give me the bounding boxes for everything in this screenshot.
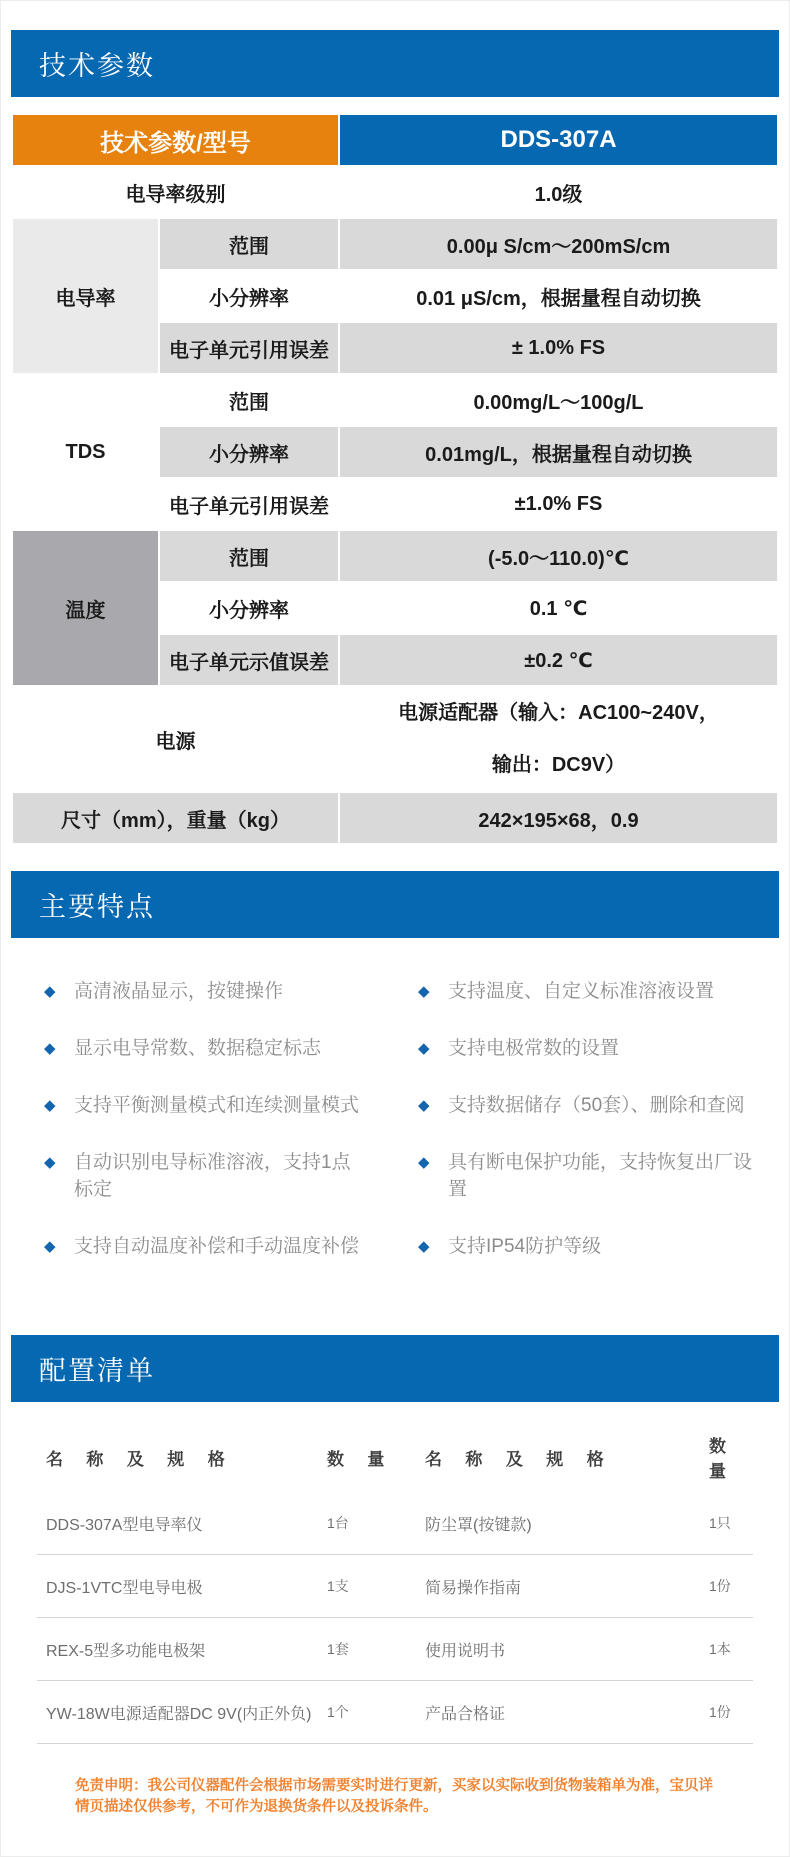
config-row xyxy=(37,1492,753,1555)
spec-row-level xyxy=(12,166,778,218)
feature-item xyxy=(44,1092,362,1119)
spec-value: (-5.0～110.0)℃ xyxy=(339,530,778,582)
spec-row-power xyxy=(12,686,778,792)
spec-header-param-cell: 技术参数/型号 xyxy=(12,114,339,166)
spec-value: 0.01 μS/cm，根据量程自动切换 xyxy=(339,270,778,322)
feature-text: 支持数据储存（50套）、删除和查阅 xyxy=(448,1095,745,1116)
config-item-name: DDS-307A型电导率仪 xyxy=(46,1516,203,1534)
spec-value-level: 1.0级 xyxy=(339,166,778,218)
config-item-name: 使用说明书 xyxy=(425,1642,506,1660)
section-bar-features xyxy=(11,871,779,938)
diamond-bullet-icon: ◆ xyxy=(418,1097,430,1114)
diamond-bullet-icon: ◆ xyxy=(418,1238,430,1255)
features-column-right xyxy=(418,978,758,1290)
spec-value: ± 1.0% FS xyxy=(339,322,778,374)
config-header-qty-right: 数 量 xyxy=(709,1437,736,1481)
config-table xyxy=(37,1422,753,1744)
config-item-name: 防尘罩(按键款) xyxy=(425,1516,532,1534)
feature-text: 显示电导常数、数据稳定标志 xyxy=(74,1038,322,1059)
feature-item xyxy=(418,1233,758,1260)
config-item-qty: 1份 xyxy=(709,1578,731,1594)
feature-text: 支持IP54防护等级 xyxy=(448,1236,602,1257)
feature-item xyxy=(44,1035,362,1062)
diamond-bullet-icon: ◆ xyxy=(44,1238,56,1255)
config-header-qty-left: 数 量 xyxy=(327,1449,394,1469)
features-section-title: 主要特点 xyxy=(39,892,155,922)
spec-value-power xyxy=(339,686,778,792)
spec-label: 小分辨率 xyxy=(159,270,339,322)
feature-item xyxy=(44,978,362,1005)
page-content xyxy=(11,30,779,1818)
config-item-name: REX-5型多功能电极架 xyxy=(46,1642,206,1660)
config-item-qty: 1只 xyxy=(709,1515,731,1531)
spec-group-temperature: 温度 xyxy=(12,530,159,686)
config-item-qty: 1支 xyxy=(327,1578,349,1594)
spec-group-tds: TDS xyxy=(12,374,159,530)
config-header-name-right: 名 称 及 规 格 xyxy=(425,1449,614,1469)
config-item-qty: 1套 xyxy=(327,1641,349,1657)
diamond-bullet-icon: ◆ xyxy=(44,983,56,1000)
spec-label: 电子单元引用误差 xyxy=(159,322,339,374)
config-header-row xyxy=(37,1422,753,1492)
features-section xyxy=(11,978,779,1290)
spec-label: 电子单元示值误差 xyxy=(159,634,339,686)
feature-text: 支持温度、自定义标准溶液设置 xyxy=(448,981,715,1002)
disclaimer-text: 免责申明：我公司仪器配件会根据市场需要实时进行更新，买家以实际收到货物装箱单为准，宝贝详情页描述仅供参考，不可作为退换货条件以及投诉条件。 xyxy=(75,1778,713,1815)
section-bar-config xyxy=(11,1335,779,1402)
spec-value: 0.00mg/L～100g/L xyxy=(339,374,778,426)
feature-item xyxy=(44,1149,362,1203)
spec-label: 小分辨率 xyxy=(159,582,339,634)
power-value-line1: 电源适配器（输入：AC100~240V， xyxy=(398,702,719,724)
config-item-qty: 1本 xyxy=(709,1641,731,1657)
features-column-left xyxy=(44,978,362,1290)
feature-item xyxy=(418,1092,758,1119)
diamond-bullet-icon: ◆ xyxy=(44,1154,56,1171)
spec-row xyxy=(12,218,778,270)
spec-header-row xyxy=(12,114,778,166)
config-row xyxy=(37,1681,753,1744)
spec-row-size xyxy=(12,792,778,844)
config-item-name: 简易操作指南 xyxy=(425,1579,522,1597)
spec-header-model-cell: DDS-307A xyxy=(339,114,778,166)
section-bar-specs xyxy=(11,30,779,97)
spec-value: 0.00μ S/cm～200mS/cm xyxy=(339,218,778,270)
feature-text: 具有断电保护功能，支持恢复出厂设置 xyxy=(448,1152,753,1200)
config-row xyxy=(37,1555,753,1618)
config-item-qty: 1份 xyxy=(709,1704,731,1720)
spec-value: ±0.2 ℃ xyxy=(339,634,778,686)
spec-label: 范围 xyxy=(159,530,339,582)
diamond-bullet-icon: ◆ xyxy=(418,983,430,1000)
diamond-bullet-icon: ◆ xyxy=(44,1097,56,1114)
spec-label-size: 尺寸（mm），重量（kg） xyxy=(12,792,339,844)
feature-text: 自动识别电导标准溶液，支持1点标定 xyxy=(74,1152,351,1200)
config-item-name: DJS-1VTC型电导电极 xyxy=(46,1579,203,1597)
feature-item xyxy=(44,1233,362,1260)
diamond-bullet-icon: ◆ xyxy=(418,1040,430,1057)
diamond-bullet-icon: ◆ xyxy=(418,1154,430,1171)
spec-group-conductivity: 电导率 xyxy=(12,218,159,374)
spec-label-power: 电源 xyxy=(12,686,339,792)
config-item-name: 产品合格证 xyxy=(425,1705,506,1723)
spec-value-size: 242×195×68，0.9 xyxy=(339,792,778,844)
specs-section-title: 技术参数 xyxy=(39,51,155,81)
feature-item xyxy=(418,1149,758,1203)
spec-label: 范围 xyxy=(159,374,339,426)
power-value-line2: 输出：DC9V） xyxy=(491,754,626,776)
spec-row xyxy=(12,530,778,582)
config-row xyxy=(37,1618,753,1681)
feature-text: 支持平衡测量模式和连续测量模式 xyxy=(74,1095,360,1116)
feature-text: 支持电极常数的设置 xyxy=(448,1038,620,1059)
spec-label: 小分辨率 xyxy=(159,426,339,478)
diamond-bullet-icon: ◆ xyxy=(44,1040,56,1057)
config-item-qty: 1台 xyxy=(327,1515,349,1531)
spec-row xyxy=(12,374,778,426)
spec-table xyxy=(11,113,779,845)
config-item-qty: 1个 xyxy=(327,1704,349,1720)
spec-label-level: 电导率级别 xyxy=(12,166,339,218)
feature-text: 高清液晶显示，按键操作 xyxy=(74,981,284,1002)
config-section-title: 配置清单 xyxy=(39,1356,155,1386)
config-header-name-left: 名 称 及 规 格 xyxy=(46,1449,235,1469)
spec-label: 范围 xyxy=(159,218,339,270)
feature-item xyxy=(418,978,758,1005)
spec-value: 0.1 ℃ xyxy=(339,582,778,634)
feature-item xyxy=(418,1035,758,1062)
spec-value: 0.01mg/L，根据量程自动切换 xyxy=(339,426,778,478)
config-item-name: YW-18W电源适配器DC 9V(内正外负) xyxy=(46,1705,312,1723)
spec-value: ±1.0% FS xyxy=(339,478,778,530)
feature-text: 支持自动温度补偿和手动温度补偿 xyxy=(74,1236,360,1257)
spec-label: 电子单元引用误差 xyxy=(159,478,339,530)
